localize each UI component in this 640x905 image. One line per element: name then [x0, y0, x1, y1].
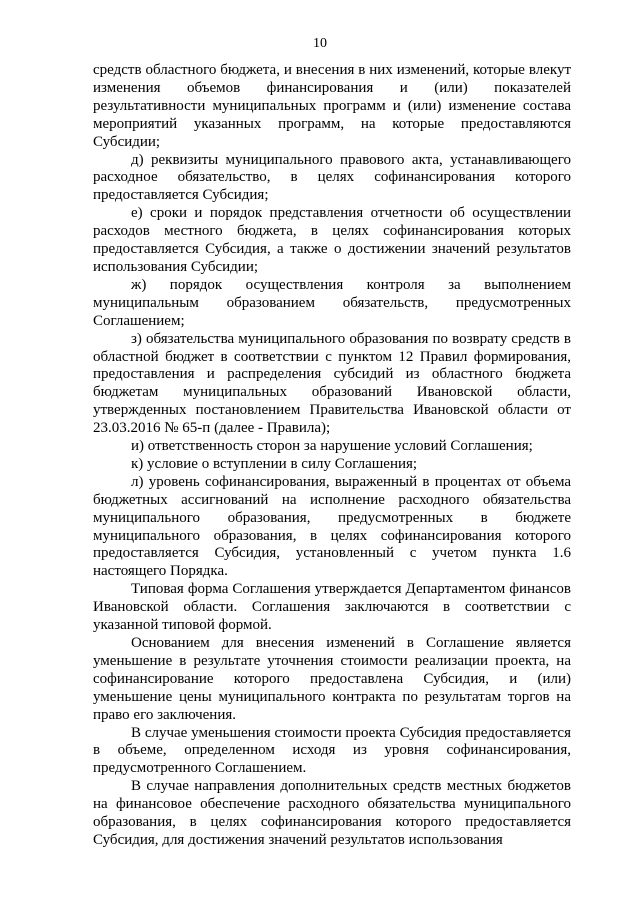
- paragraph-item-e: е) сроки и порядок представления отчетности об осуществлении расходов местного бюджета, в целях софинансирования которых предоставляется Субсидия, а также о достижении значений результатов использования Субсидии;: [93, 205, 571, 275]
- paragraph-amendment-basis: Основанием для внесения изменений в Соглашение является уменьшение в результате уточнения стоимости реализации проекта, на софинансирование которого предоставлена Субсидия, и (или) уменьшение цены муниципального контракта по результатам торгов на право его заключения.: [93, 635, 571, 723]
- paragraph-item-k: к) условие о вступлении в силу Соглашения;: [131, 455, 418, 472]
- body-text: [93, 62, 571, 850]
- paragraph-additional-funds: В случае направления дополнительных средств местных бюджетов на финансовое обеспечение расходного обязательства муниципального образования, в целях софинансирования которого предоставляется Субсидия, для достижения значений результатов использования: [93, 778, 571, 848]
- paragraph-continuation: средств областного бюджета, и внесения в них изменений, которые влекут изменения объемов финансирования и (или) показателей результативности муниципальных программ и (или) изменение состава мероприятий указанных программ, на которые предоставляются Субсидии;: [93, 62, 571, 150]
- page-number: 10: [313, 36, 327, 51]
- paragraph-item-d: д) реквизиты муниципального правового акта, устанавливающего расходное обязательство, в целях софинансирования которого предоставляется Субсидия;: [93, 151, 571, 204]
- paragraph-cost-reduction: В случае уменьшения стоимости проекта Субсидия предоставляется в объеме, определенном исходя из уровня софинансирования, предусмотренного Соглашением.: [93, 724, 571, 777]
- paragraph-standard-form: Типовая форма Соглашения утверждается Департаментом финансов Ивановской области. Соглашения заключаются в соответствии с указанной типовой формой.: [93, 581, 571, 634]
- paragraph-item-l: л) уровень софинансирования, выраженный в процентах от объема бюджетных ассигнований на исполнение расходного обязательства муниципального образования, предусмотренных в бюджете муниципального образования, в целях софинансирования которого предоставляется Субсидия, установленный с учетом пункта 1.6 настоящего Порядка.: [93, 473, 571, 580]
- paragraph-item-z: з) обязательства муниципального образования по возврату средств в областной бюджет в соответствии с пунктом 12 Правил формирования, предоставления и распределения субсидий из областного бюджета бюджетам муниципальных образований Ивановской области, утвержденных постановлением Правительства Ивановской области от 23.03.2016 № 65-п (далее - Правила);: [93, 330, 571, 437]
- paragraph-item-zh: ж) порядок осуществления контроля за выполнением муниципальным образованием обязательств, предусмотренных Соглашением;: [93, 276, 571, 329]
- paragraph-item-i: и) ответственность сторон за нарушение условий Соглашения;: [131, 438, 533, 455]
